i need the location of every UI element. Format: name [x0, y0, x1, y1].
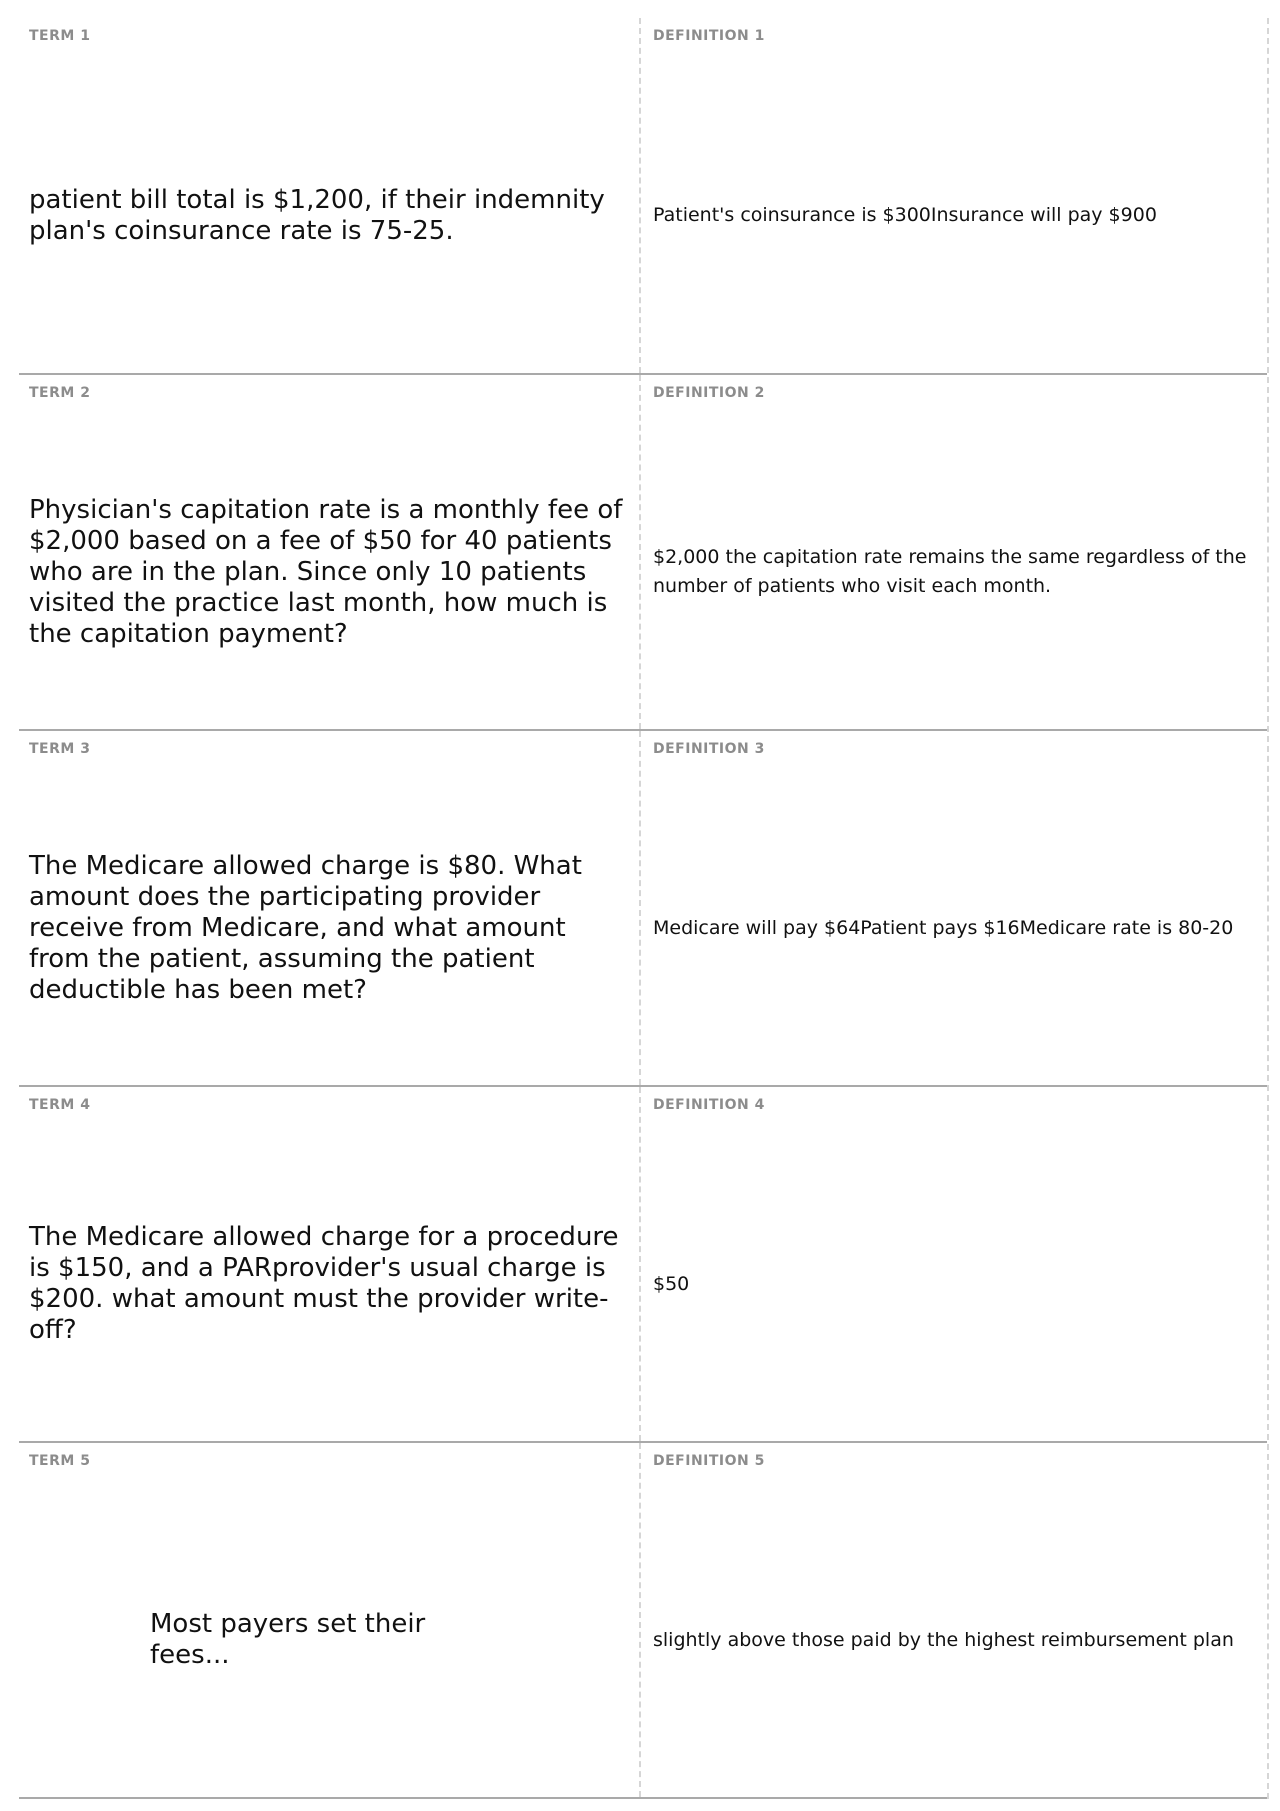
flashcard-row-1 — [19, 18, 1267, 375]
definition-label: DEFINITION 2 — [653, 385, 765, 401]
term-label: TERM 3 — [29, 741, 91, 757]
definition-text: $50 — [653, 1272, 690, 1295]
term-cell — [19, 1443, 641, 1797]
definition-label: DEFINITION 1 — [653, 28, 765, 44]
definition-text: slightly above those paid by the highest reimbursement plan — [653, 1628, 1234, 1651]
definition-cell — [643, 1443, 1267, 1797]
term-cell — [19, 375, 641, 729]
definition-label: DEFINITION 4 — [653, 1097, 765, 1113]
definition-cell — [643, 18, 1267, 373]
flashcard-row-3 — [19, 731, 1267, 1087]
term-text: The Medicare allowed charge for a procedure is $150, and a PARprovider's usual charge is $200. what amount must the provider write-off? — [29, 1222, 619, 1345]
definition-label: DEFINITION 3 — [653, 741, 765, 757]
term-cell — [19, 1087, 641, 1441]
term-cell — [19, 731, 641, 1085]
term-text: patient bill total is $1,200, if their indemnity plan's coinsurance rate is 75-25. — [29, 184, 605, 246]
term-text: The Medicare allowed charge is $80. What amount does the participating provider receive from Medicare, and what amount from the patient, assuming the patient deductible has been met? — [29, 850, 582, 1005]
definition-text: Patient's coinsurance is $300Insurance will pay $900 — [653, 204, 1157, 226]
flashcard-row-2 — [19, 375, 1267, 731]
term-cell — [19, 18, 641, 373]
definition-cell — [643, 731, 1267, 1085]
flashcard-sheet — [19, 18, 1269, 1799]
definition-cell — [643, 375, 1267, 729]
flashcard-row-5 — [19, 1443, 1267, 1799]
definition-text: Medicare will pay $64Patient pays $16Medicare rate is 80-20 — [653, 916, 1234, 939]
definition-label: DEFINITION 5 — [653, 1453, 765, 1469]
term-label: TERM 2 — [29, 385, 91, 401]
flashcard-row-4 — [19, 1087, 1267, 1443]
term-text: Physician's capitation rate is a monthly fee of $2,000 based on a fee of $50 for 40 patients who are in the plan. Since only 10 patients visited the practice last month, how much is the capitation payment? — [29, 494, 623, 649]
term-text: Most payers set their fees... — [150, 1609, 426, 1670]
term-label: TERM 4 — [29, 1097, 91, 1113]
definition-cell — [643, 1087, 1267, 1441]
term-label: TERM 5 — [29, 1453, 91, 1469]
term-label: TERM 1 — [29, 28, 91, 44]
definition-text: $2,000 the capitation rate remains the same regardless of the number of patients who visit each month. — [653, 546, 1247, 597]
